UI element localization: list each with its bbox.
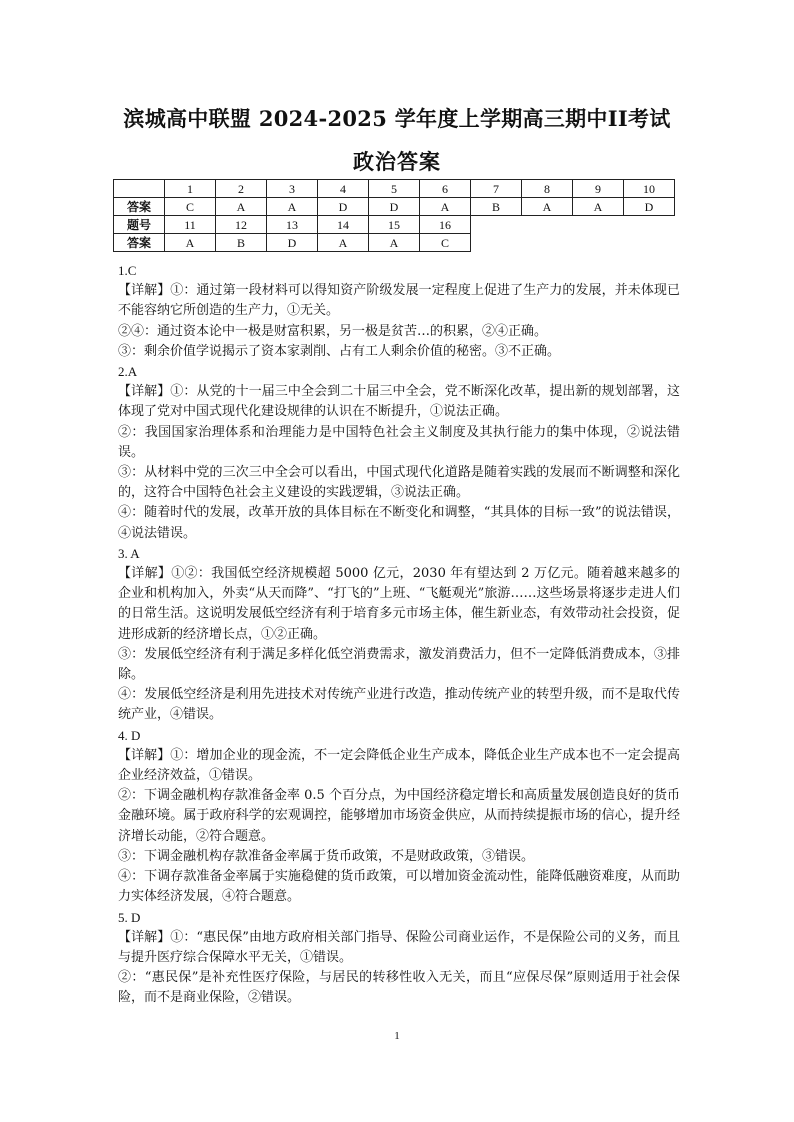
table-cell: A (420, 198, 471, 216)
table-cell: 15 (369, 216, 420, 234)
table-cell: 7 (471, 180, 522, 198)
explanation-paragraph: ②：我国国家治理体系和治理能力是中国特色社会主义制度及其执行能力的集中体现，②说法错误。 (118, 424, 680, 460)
row-label: 答案 (114, 198, 165, 216)
question-number: 4. D (118, 727, 141, 743)
explanation-paragraph: ③：剩余价值学说揭示了资本家剥削、占有工人剩余价值的秘密。③不正确。 (118, 343, 561, 359)
table-cell: 6 (420, 180, 471, 198)
answer-explanations (118, 261, 680, 1009)
table-cell: A (369, 234, 420, 252)
table-cell: A (522, 198, 573, 216)
question-number: 2.A (118, 364, 138, 380)
answer-table-row-answers-1 (114, 198, 675, 216)
table-cell: A (573, 198, 624, 216)
explanation-paragraph: ②：下调金融机构存款准备金率 0.5 个百分点，为中国经济稳定增长和高质量发展创造良好的货币金融环境。属于政府科学的宏观调控，能够增加市场资金供应，从而持续提振市场的信心，提升经济增长动能，②符合题意。 (118, 788, 680, 844)
table-empty-area (471, 216, 675, 234)
table-cell: 8 (522, 180, 573, 198)
row-label: 答案 (114, 234, 165, 252)
question-number: 5. D (118, 909, 141, 925)
answer-table-row-answers-2 (114, 234, 675, 252)
table-cell: D (267, 234, 318, 252)
table-cell: 9 (573, 180, 624, 198)
document-subtitle: 政治答案 (353, 149, 441, 174)
table-cell: 1 (165, 180, 216, 198)
answer-table (113, 179, 675, 252)
answer-table-row-numbers-1 (114, 180, 675, 198)
question-number: 1.C (118, 263, 137, 278)
table-cell: 2 (216, 180, 267, 198)
table-corner-cell (114, 180, 165, 198)
explanation-paragraph: 【详解】①：“惠民保”由地方政府相关部门指导、保险公司商业运作，不是保险公司的义务，而且与提升医疗综合保障水平无关，①错误。 (118, 929, 680, 965)
table-cell: 3 (267, 180, 318, 198)
table-cell: D (624, 198, 675, 216)
table-cell: 13 (267, 216, 318, 234)
explanation-paragraph: 【详解】①：通过第一段材料可以得知资产阶级发展一定程度上促进了生产力的发展，并未体现已不能容纳它所创造的生产力，①无关。 (118, 283, 680, 319)
table-empty-area (471, 234, 675, 252)
table-cell: 12 (216, 216, 267, 234)
document-title: 滨城高中联盟 2024-2025 学年度上学期高三期中II考试 (123, 106, 671, 131)
table-cell: D (369, 198, 420, 216)
table-cell: C (420, 234, 471, 252)
table-cell: 11 (165, 216, 216, 234)
explanation-paragraph: 【详解】①：从党的十一届三中全会到二十届三中全会，党不断深化改革，提出新的规划部署，这体现了党对中国式现代化建设规律的认识在不断提升，①说法正确。 (118, 384, 680, 420)
table-cell: 14 (318, 216, 369, 234)
page-number: 1 (394, 1030, 400, 1042)
table-cell: 4 (318, 180, 369, 198)
explanation-paragraph: ②④：通过资本论中一极是财富积累，另一极是贫苦…的积累，②④正确。 (118, 323, 548, 339)
explanation-paragraph: 【详解】①②：我国低空经济规模超 5000 亿元，2030 年有望达到 2 万亿元。随着越来越多的企业和机构加入，外卖“从天而降”、“打飞的”上班、“飞艇观光”旅游……这些场景将逐步走进人们的日常生活。这说明发展低空经济有利于培育多元市场主体，催生新业态，有效带动社会投资，促进形成新的经济增长点，①②正确。 (118, 566, 680, 642)
explanation-paragraph: ④：发展低空经济是利用先进技术对传统产业进行改造，推动传统产业的转型升级，而不是取代传统产业，④错误。 (118, 687, 680, 723)
explanation-paragraph: ③：发展低空经济有利于满足多样化低空消费需求，激发消费活力，但不一定降低消费成本，③排除。 (118, 646, 680, 683)
question-number: 3. A (118, 545, 140, 561)
explanation-paragraph: ④：下调存款准备金率属于实施稳健的货币政策，可以增加资金流动性，能降低融资难度，从而助力实体经济发展，④符合题意。 (118, 869, 680, 905)
table-cell: A (318, 234, 369, 252)
explanation-paragraph: ③：下调金融机构存款准备金率属于货币政策，不是财政政策，③错误。 (118, 848, 535, 864)
table-cell: A (267, 198, 318, 216)
explanation-paragraph: ②：“惠民保”是补充性医疗保险，与居民的转移性收入无关，而且“应保尽保”原则适用于社会保险，而不是商业保险，②错误。 (118, 970, 680, 1006)
explanation-paragraph: 【详解】①：增加企业的现金流，不一定会降低企业生产成本，降低企业生产成本也不一定会提高企业经济效益，①错误。 (118, 747, 680, 784)
table-cell: B (471, 198, 522, 216)
table-cell: A (216, 198, 267, 216)
table-cell: C (165, 198, 216, 216)
explanation-paragraph: ④：随着时代的发展，改革开放的具体目标在不断变化和调整，“其具体的目标一致”的说法错误，④说法错误。 (118, 505, 680, 541)
table-cell: 16 (420, 216, 471, 234)
table-cell: B (216, 234, 267, 252)
table-cell: A (165, 234, 216, 252)
row-label: 题号 (114, 216, 165, 234)
table-cell: 5 (369, 180, 420, 198)
table-cell: 10 (624, 180, 675, 198)
answer-table-row-numbers-2 (114, 216, 675, 234)
explanation-paragraph: ③：从材料中党的三次三中全会可以看出，中国式现代化道路是随着实践的发展而不断调整和深化的，这符合中国特色社会主义建设的实践逻辑，③说法正确。 (118, 465, 680, 501)
table-cell: D (318, 198, 369, 216)
